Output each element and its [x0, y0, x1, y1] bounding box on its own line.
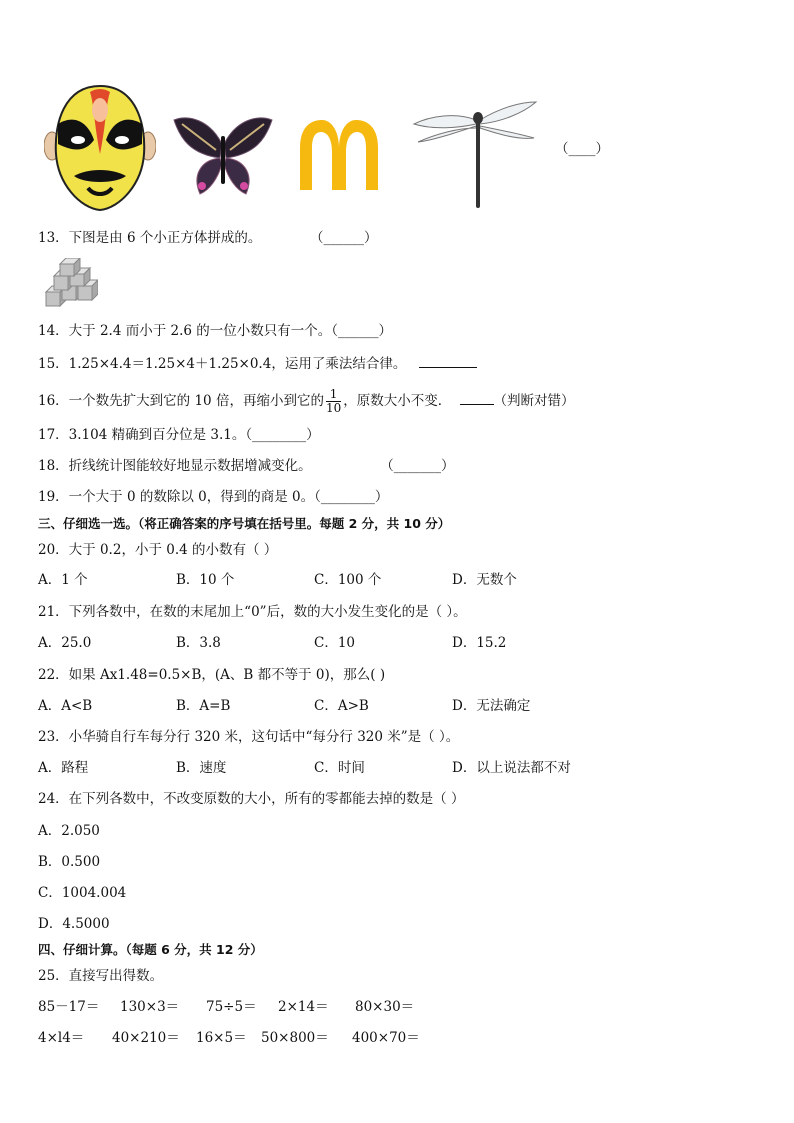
q21-option-a[interactable]: A．25.0 — [38, 635, 92, 651]
q16-stem-pre: 16．一个数先扩大到它的 10 倍，再缩小到它的 — [38, 393, 324, 409]
q22-option-c[interactable]: C．A>B — [314, 698, 369, 714]
q18-text — [38, 457, 455, 475]
opera-mask-image — [44, 84, 156, 212]
q13-text — [38, 229, 377, 247]
q16-text — [38, 388, 575, 415]
q13-answer-blank[interactable]: （______） — [309, 230, 378, 246]
q12-answer-blank[interactable]: （____） — [555, 141, 609, 157]
q21-option-b[interactable]: B．3.8 — [176, 635, 221, 651]
calc-item[interactable]: 16×5＝ — [196, 1030, 247, 1046]
q16-tail: （判断对错） — [493, 393, 575, 409]
q24-option-b[interactable]: B．0.500 — [38, 854, 101, 870]
q16-fraction-denominator: 10 — [325, 401, 342, 415]
mcdonalds-logo-image — [296, 118, 382, 192]
q25-stem: 25．直接写出得数。 — [38, 968, 164, 984]
q20-option-d[interactable]: D．无数个 — [452, 572, 517, 588]
butterfly-image — [170, 114, 276, 200]
q23-option-b[interactable]: B．速度 — [176, 760, 227, 776]
q18-stem: 18．折线统计图能较好地显示数据增减变化。 — [38, 458, 312, 474]
calc-item[interactable]: 50×800＝ — [261, 1030, 329, 1046]
q16-stem-post: ，原数大小不变． — [343, 393, 452, 409]
q22-option-d[interactable]: D．无法确定 — [452, 698, 531, 714]
q15-answer-blank[interactable] — [419, 354, 477, 368]
q20-option-c[interactable]: C．100 个 — [314, 572, 382, 588]
q22-stem: 22．如果 Ax1.48=0.5×B，(A、B 都不等于 0)，那么( ) — [38, 667, 386, 683]
calc-item[interactable]: 40×210＝ — [112, 1030, 180, 1046]
cubes-figure — [44, 258, 98, 310]
q14-text: 14．大于 2.4 而小于 2.6 的一位小数只有一个。（______） — [38, 323, 393, 339]
q18-answer-blank[interactable]: （_______） — [380, 458, 455, 474]
q13-stem: 13．下图是由 6 个小正方体拼成的。 — [38, 230, 262, 246]
q20-option-a[interactable]: A．1 个 — [38, 572, 88, 588]
q16-fraction-numerator: 1 — [326, 388, 341, 402]
q22-option-a[interactable]: A．A<B — [38, 698, 93, 714]
q16-fraction — [326, 388, 341, 415]
dragonfly-image — [410, 98, 540, 212]
calc-item[interactable]: 75÷5＝ — [206, 999, 257, 1015]
section4-title: 四、仔细计算。（每题 6 分，共 12 分） — [38, 942, 263, 957]
q21-option-c[interactable]: C．10 — [314, 635, 356, 651]
q15-text — [38, 354, 477, 373]
section3-title: 三、仔细选一选。（将正确答案的序号填在括号里。每题 2 分，共 10 分） — [38, 516, 451, 531]
q22-option-b[interactable]: B．A=B — [176, 698, 231, 714]
q19-text: 19．一个大于 0 的数除以 0，得到的商是 0。（________） — [38, 489, 389, 505]
q20-stem: 20．大于 0.2，小于 0.4 的小数有（ ） — [38, 542, 278, 558]
q24-option-c[interactable]: C．1004.004 — [38, 885, 127, 901]
q23-option-d[interactable]: D．以上说法都不对 — [452, 760, 571, 776]
q21-stem: 21．下列各数中，在数的末尾加上“0”后，数的大小发生变化的是（ ）。 — [38, 604, 467, 620]
q24-option-a[interactable]: A．2.050 — [38, 823, 100, 839]
q23-stem: 23．小华骑自行车每分行 320 米，这句话中“每分行 320 米”是（ ）。 — [38, 729, 460, 745]
calc-item[interactable]: 85－17＝ — [38, 999, 100, 1015]
q23-option-a[interactable]: A．路程 — [38, 760, 89, 776]
q16-answer-blank[interactable] — [460, 391, 494, 405]
q24-option-d[interactable]: D．4.5000 — [38, 916, 110, 932]
calc-item[interactable]: 80×30＝ — [355, 999, 415, 1015]
calc-item[interactable]: 4×l4＝ — [38, 1030, 85, 1046]
calc-item[interactable]: 400×70＝ — [352, 1030, 420, 1046]
q21-option-d[interactable]: D．15.2 — [452, 635, 507, 651]
calc-item[interactable]: 130×3＝ — [120, 999, 180, 1015]
q15-stem: 15．1.25×4.4＝1.25×4＋1.25×0.4，运用了乘法结合律。 — [38, 356, 407, 372]
calc-item[interactable]: 2×14＝ — [278, 999, 329, 1015]
q24-stem: 24．在下列各数中，不改变原数的大小，所有的零都能去掉的数是（ ） — [38, 791, 465, 807]
q17-text: 17．3.104 精确到百分位是 3.1。（________） — [38, 427, 320, 443]
q20-option-b[interactable]: B．10 个 — [176, 572, 235, 588]
q23-option-c[interactable]: C．时间 — [314, 760, 365, 776]
